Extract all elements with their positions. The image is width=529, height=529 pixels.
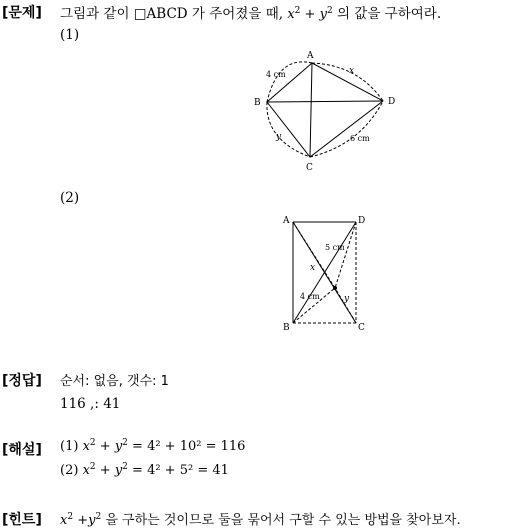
hint-line: $x^2 +y^2$ 을 구하는 것이므로 둘을 묶어서 구할 수 있는 방법을 찾아보자. <box>60 512 461 528</box>
problem-expression: $x^2 + y^2$ <box>287 6 333 22</box>
fig1-label-A: A <box>307 51 314 61</box>
part1-label: (1) <box>60 27 80 43</box>
solution-line-1-label: (1) <box>60 439 79 454</box>
fig2-label-x: x <box>310 263 316 273</box>
answer-line-2: 116 ,: 41 <box>60 396 121 412</box>
solution-line-2-label: (2) <box>60 463 79 478</box>
problem-text-b: 의 값을 구하여라. <box>332 6 442 22</box>
fig2-label-A: A <box>283 216 290 226</box>
problem-text-a: 그림과 같이 □ABCD 가 주어졌을 때, <box>60 6 288 22</box>
solution-tag: [해설] <box>2 442 42 458</box>
solution-line-1-expr: = 4² + 10² = 116 <box>132 439 246 454</box>
solution-line-2: (2) $x^2 + y^2 = 4^2 + 5^2 = 41$ <box>60 462 229 478</box>
part2-label: (2) <box>60 190 80 206</box>
fig1-diagonal-bd <box>267 101 383 102</box>
fig1-label-C: C <box>306 163 313 173</box>
fig1-diagonal-ac <box>310 63 312 157</box>
fig2-label-B: B <box>283 323 290 333</box>
fig2-line-d-p <box>335 222 356 288</box>
fig2-point-p <box>333 286 337 290</box>
fig1-length-cd: 6 cm <box>350 134 370 143</box>
figure-1-kite <box>250 45 400 175</box>
hint-tag: [힌트] <box>2 512 42 528</box>
fig2-label-C: C <box>358 323 365 333</box>
fig1-length-bc: y <box>276 132 282 142</box>
solution-line-2-expr: = 4² + 5² = 41 <box>132 463 229 478</box>
problem-statement <box>60 2 441 22</box>
fig1-length-ad: x <box>349 66 355 76</box>
answer-line-1: 순서: 없음, 갯수: 1 <box>60 374 169 389</box>
fig1-label-D: D <box>388 97 396 107</box>
solution-line-1: (1) $x^2 + y^2 = 4^2 + 10^2 = 116$ <box>60 438 246 454</box>
fig2-label-D: D <box>358 216 366 226</box>
fig2-length-4: 4 cm <box>300 292 320 301</box>
fig1-length-ab: 4 cm <box>266 70 286 79</box>
answer-tag: [정답] <box>2 373 42 389</box>
problem-tag: [문제] <box>2 5 42 21</box>
figure-2-rectangle <box>280 210 370 335</box>
fig2-length-5: 5 cm <box>325 243 345 252</box>
hint-text: 을 구하는 것이므로 둘을 묶어서 구할 수 있는 방법을 찾아보자. <box>101 513 461 528</box>
fig2-label-y: y <box>344 294 350 304</box>
fig1-label-B: B <box>254 98 261 108</box>
